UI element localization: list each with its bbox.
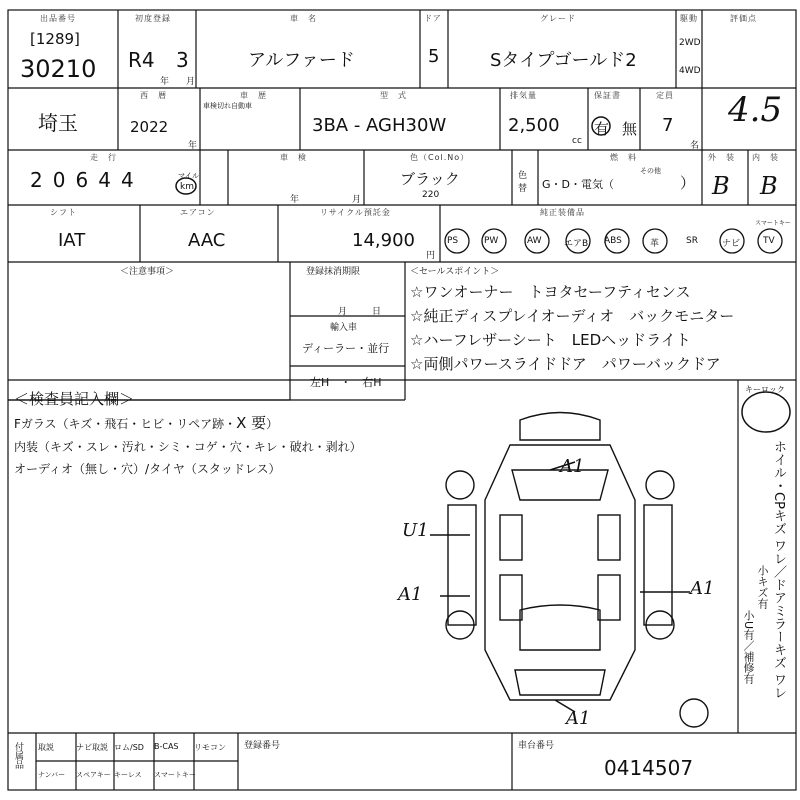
chassis-number: 0414507 <box>604 756 694 780</box>
footer-cell: スマートキー <box>154 771 196 779</box>
mark-a1-right: A1 <box>690 578 715 599</box>
interior-grade: B <box>760 172 778 200</box>
reg-number-label: 登録番号 <box>244 741 281 751</box>
model-code: 3BA - AGH30W <box>312 115 447 136</box>
footer-cell: ナビ取説 <box>76 743 108 752</box>
doors: 5 <box>428 46 440 67</box>
ac-label: エアコン <box>180 208 216 217</box>
reg-period-sub: 車検切れ自動車 <box>203 102 252 110</box>
score-label: 評価点 <box>730 14 757 23</box>
mark-a1-left: A1 <box>398 584 423 605</box>
lot-number: 30210 <box>20 55 97 83</box>
tsuki-label: 月 <box>186 77 196 87</box>
equip-tv: TV <box>763 236 775 246</box>
color: ブラック <box>400 170 460 188</box>
recycle-label: リサイクル預託金 <box>320 208 391 217</box>
footer-cell: キーレス <box>114 771 142 779</box>
sales-point-item: ☆ハーフレザーシート LEDヘッドライト <box>410 331 691 349</box>
mileage-digit: 6 <box>75 168 89 192</box>
footer-cells-bottom <box>38 770 194 780</box>
capacity: 7 <box>662 115 674 136</box>
legend-small1: 小キズ有 <box>756 565 769 609</box>
shift-label: シフト <box>50 208 77 217</box>
interior-label: 内 装 <box>752 153 779 162</box>
equipment-label: 純正装備品 <box>540 208 585 217</box>
era: R4 <box>128 48 155 72</box>
auction-no-label: 出品番号 <box>40 14 76 23</box>
windshield-note: Fガラス（キズ・飛石・ヒビ・リペア跡・ <box>14 417 237 431</box>
footer-cell: ロム/SD <box>114 743 144 752</box>
inspection-tsuki: 月 <box>352 195 362 205</box>
recolor-label: 色替 <box>518 171 528 194</box>
footer-cell: リモコン <box>194 743 226 752</box>
windshield-mark: X 要 <box>236 414 267 432</box>
mile-unit: マイル <box>178 172 199 180</box>
capacity-label: 定員 <box>656 91 674 100</box>
footer-cell: スペアキー <box>76 771 111 779</box>
inspector-title: ＜検査員記入欄＞ <box>14 390 135 408</box>
km-unit: km <box>180 182 194 192</box>
footer-cell: 取説 <box>38 743 54 752</box>
ac: AAC <box>188 230 226 251</box>
grade: Sタイプゴールド2 <box>490 50 637 71</box>
equip-pw: PW <box>484 236 499 246</box>
mileage-digit: 2 <box>30 168 43 192</box>
sales-point-item: ☆両側パワースライドドア パワーバックドア <box>410 355 721 373</box>
interior-note: 内装（キズ・スレ・汚れ・シミ・コゲ・穴・キレ・破れ・剥れ） <box>14 440 362 454</box>
drive-2wd: 2WD <box>679 38 701 48</box>
doors-label: ドア <box>424 14 442 23</box>
equip-abs: ABS <box>604 236 622 246</box>
year-label: 西 暦 <box>140 91 167 100</box>
warranty-no: 無 <box>622 120 638 138</box>
keylock-label: キーロック <box>745 385 785 394</box>
shift: IAT <box>58 230 86 251</box>
legend-right: ホイル・CPキズ ワレ／ドアミラーキズ ワレ <box>771 440 786 700</box>
sales-point-item: ☆純正ディスプレイオーディオ バックモニター <box>410 307 735 325</box>
equip-ps: PS <box>447 236 459 246</box>
recycle-fee: 14,900 <box>352 230 415 251</box>
drive-4wd: 4WD <box>679 66 701 76</box>
lot-sub: [1289] <box>30 30 80 48</box>
footer-cell: ナンバー <box>38 771 66 779</box>
sales-points <box>410 280 734 376</box>
footer-cell: B-CAS <box>154 742 179 751</box>
mileage-label: 走 行 <box>90 153 117 162</box>
inspection-label: 車 検 <box>280 153 307 162</box>
audio-tire-note: オーディオ（無し・穴）/タイヤ（スタッドレス） <box>14 462 281 476</box>
equip-sr: SR <box>686 236 698 246</box>
mark-u1: U1 <box>402 520 429 541</box>
fuel-label: 燃 料 <box>610 153 637 162</box>
mileage-digit: 4 <box>120 168 134 192</box>
mileage-digit: 4 <box>98 168 111 192</box>
mileage-digit: 0 <box>52 168 66 192</box>
region: 埼玉 <box>38 111 78 135</box>
equip-leather: 革 <box>650 239 660 249</box>
displacement-label: 排気量 <box>510 91 537 100</box>
windshield-close: ） <box>266 417 279 431</box>
warranty-yes: 有 <box>594 120 610 138</box>
grade-label: グレード <box>540 14 576 23</box>
equip-airbag: エアB <box>564 239 589 249</box>
score: 4.5 <box>728 90 783 130</box>
year: 2022 <box>130 118 169 136</box>
fuel-other: その他 <box>640 167 661 175</box>
inspector-line1 <box>14 412 278 433</box>
chassis-label: 車台番号 <box>518 741 555 751</box>
reg-month: 3 <box>176 48 189 72</box>
drive-label: 駆動 <box>680 14 698 23</box>
import-dealer: ディーラー・並行 <box>302 342 390 355</box>
car-name-label: 車 名 <box>290 14 317 23</box>
day-label: 日 <box>372 307 382 317</box>
color-code: 220 <box>422 190 440 200</box>
mark-a1-top: A1 <box>560 456 585 477</box>
mark-a1-bottom: A1 <box>566 708 591 729</box>
car-name: アルファード <box>248 50 355 71</box>
fuel-options: G・D・電気（ <box>542 178 614 191</box>
inspection-nen: 年 <box>290 195 300 205</box>
mileage-digits <box>30 168 134 192</box>
cc-unit: cc <box>572 136 582 146</box>
nen-label: 年 <box>160 77 170 87</box>
capacity-unit: 名 <box>690 141 700 151</box>
yen-unit: 円 <box>426 251 436 261</box>
reg-period-label: 車 歴 <box>240 91 267 100</box>
color-label: 色（Col.No） <box>410 153 470 162</box>
warranty-label: 保証書 <box>594 91 621 100</box>
accessories-label: 付属品 <box>13 742 23 769</box>
sales-point-item: ☆ワンオーナー トヨタセーフティセンス <box>410 283 691 301</box>
equip-aw: AW <box>527 236 542 246</box>
year-nen: 年 <box>188 141 198 151</box>
displacement: 2,500 <box>508 115 560 136</box>
fuel-close: ） <box>680 174 696 192</box>
sales-point-label: ＜セールスポイント＞ <box>410 267 500 277</box>
footer-cells-top <box>38 742 234 753</box>
reg-deadline-label: 登録抹消期限 <box>306 267 361 277</box>
first-reg-label: 初度登録 <box>135 14 171 23</box>
transfer-label: ＜注意事項＞ <box>120 267 175 277</box>
legend-small2: 小U有／補修有 <box>742 610 755 685</box>
month-label: 月 <box>338 307 348 317</box>
steering-side: 左H ・ 右H <box>310 376 382 389</box>
import-label: 輸入車 <box>330 323 358 333</box>
exterior-label: 外 装 <box>708 153 735 162</box>
equip-navi: ナビ <box>722 239 741 249</box>
model-label: 型 式 <box>380 91 407 100</box>
smartkey-label: スマートキー <box>755 220 791 227</box>
exterior-grade: B <box>712 172 730 200</box>
